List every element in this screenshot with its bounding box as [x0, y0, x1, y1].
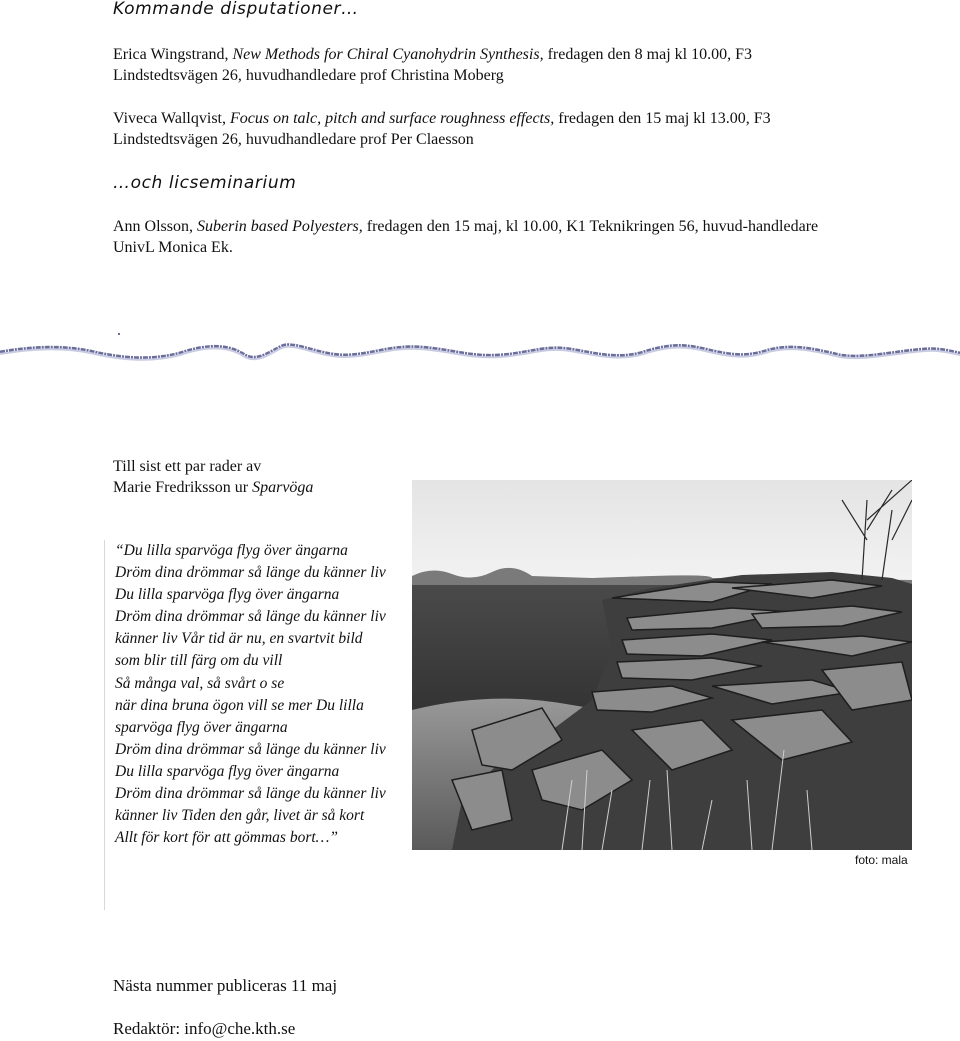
stone-wall-photo-drawing	[412, 480, 912, 850]
photo-caption: foto: mala	[855, 853, 908, 867]
stone-wall-photo	[412, 480, 912, 850]
poem-line: Så många val, så svårt o se	[115, 674, 285, 692]
poem-line: Dröm dina drömmar så länge du känner liv	[115, 740, 386, 758]
poem-line: Du lilla sparvöga flyg över ängarna	[115, 762, 340, 780]
licseminar-entry: Ann Olsson, Suberin based Polyesters, fredagen den 15 maj, kl 10.00, K1 Teknikringen 56, huvud-handledare UnivL Monica Ek.	[113, 218, 819, 256]
next-issue-notice: Nästa nummer publiceras 11 maj	[113, 976, 338, 995]
poem-line: känner liv Vår tid är nu, en svartvit bild	[115, 630, 363, 648]
section-heading-dissertations: Kommande disputationer…	[113, 0, 359, 19]
dissertation-entry-2: Viveca Wallqvist, Focus on talc, pitch and surface roughness effects, fredagen den 15 maj kl 13.00, F3 Lindstedtsvägen 26, huvudhandledare prof Per Claesson	[113, 110, 771, 148]
poem-line: Allt för kort för att gömmas bort…”	[115, 829, 339, 847]
editor-contact: Redaktör: info@che.kth.se	[113, 1019, 296, 1038]
poem-line: som blir till färg om du vill	[115, 652, 283, 670]
poem-line: när dina bruna ögon vill se mer Du lilla	[115, 696, 364, 714]
poem-line: Dröm dina drömmar så länge du känner liv	[115, 564, 386, 582]
poem-line: känner liv Tiden den går, livet är så kort	[115, 807, 365, 825]
poem-line: “Du lilla sparvöga flyg över ängarna	[115, 542, 348, 559]
dissertation-entry-1: Erica Wingstrand, New Methods for Chiral Cyanohydrin Synthesis, fredagen den 8 maj kl 10.00, F3 Lindstedtsvägen 26, huvudhandledare prof Christina Moberg	[113, 46, 752, 84]
poem-intro: Till sist ett par rader av Marie Fredriksson ur Sparvöga	[113, 458, 314, 496]
poem-line: Dröm dina drömmar så länge du känner liv	[115, 608, 386, 626]
poem-line: Du lilla sparvöga flyg över ängarna	[115, 586, 340, 604]
margin-rule	[104, 540, 105, 910]
poem-line: sparvöga flyg över ängarna	[115, 718, 288, 736]
poem	[115, 540, 386, 849]
wavy-divider	[0, 325, 960, 375]
section-heading-licseminar: …och licseminarium	[113, 173, 297, 193]
poem-line: Dröm dina drömmar så länge du känner liv	[115, 785, 386, 803]
